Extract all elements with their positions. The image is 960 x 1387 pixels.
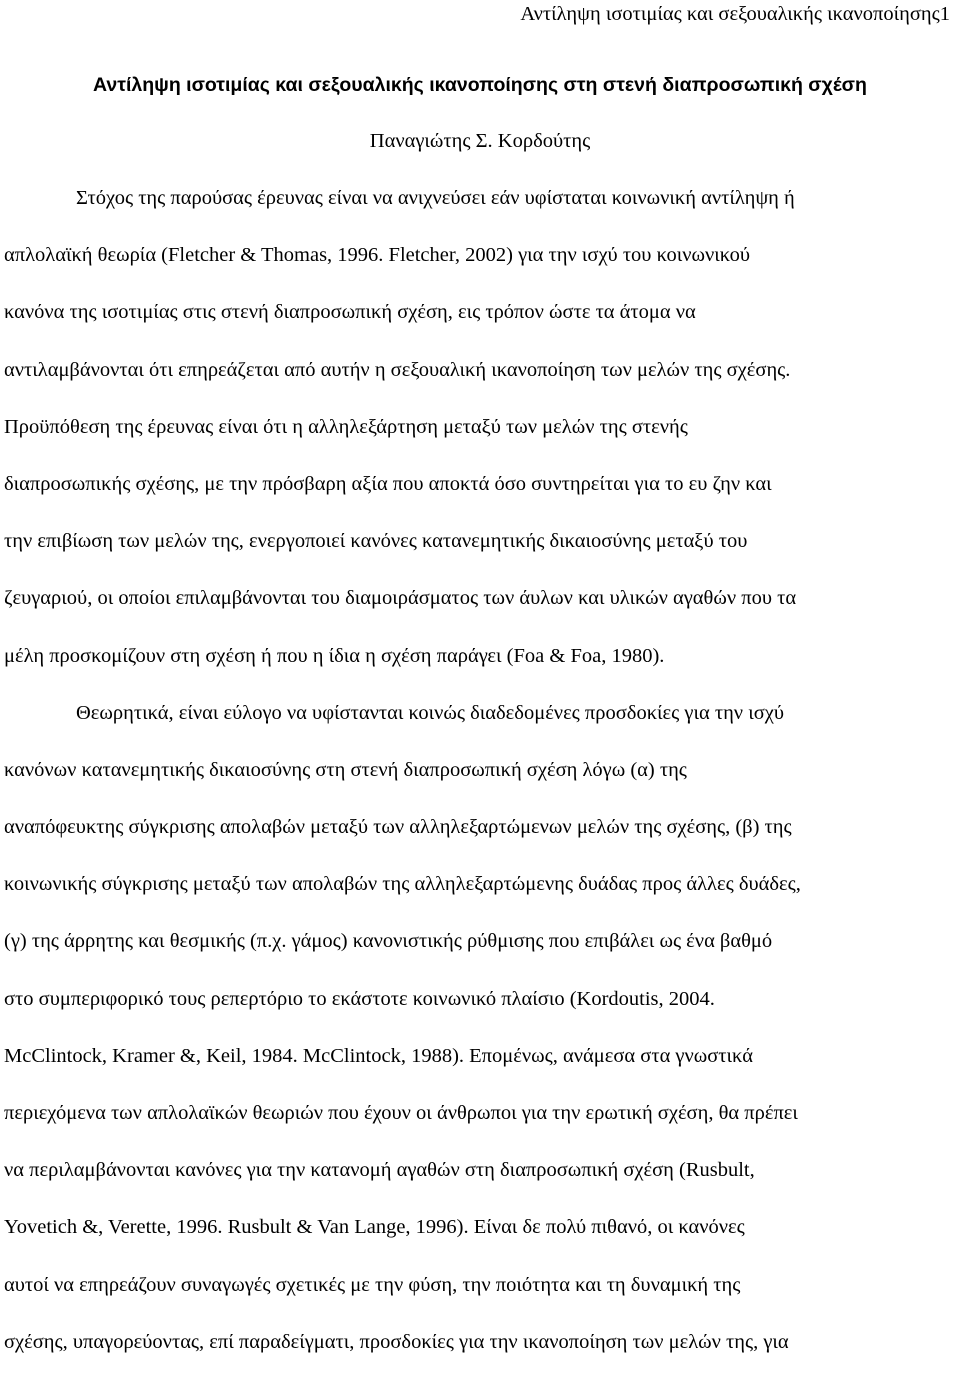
document-title: Αντίληψη ισοτιμίας και σεξουαλικής ικανοποίησης στη στενή διαπροσωπική σχέση bbox=[93, 74, 867, 96]
text-line: κανόνων κατανεμητικής δικαιοσύνης στη στενή διαπροσωπική σχέση λόγω (α) της bbox=[4, 758, 687, 781]
text-line: μέλη προσκομίζουν στη σχέση ή που η ίδια η σχέση παράγει (Foa & Foa, 1980). bbox=[4, 644, 665, 667]
text-line: αυτοί να επηρεάζουν συναγωγές σχετικές με την φύση, την ποιότητα και τη δυναμική της bbox=[4, 1273, 741, 1296]
text-line: σχέσης, υπαγορεύοντας, επί παραδείγματι, προσδοκίες για την ικανοποίηση των μελών της, για bbox=[4, 1330, 789, 1353]
text-line: Στόχος της παρούσας έρευνας είναι να ανιχνεύσει εάν υφίσταται κοινωνική αντίληψη ή bbox=[76, 187, 795, 209]
text-line: Θεωρητικά, είναι εύλογο να υφίστανται κοινώς διαδεδομένες προσδοκίες για την ισχύ bbox=[76, 701, 785, 724]
text-line: Yovetich &, Verette, 1996. Rusbult & Van Lange, 1996). Είναι δε πολύ πιθανό, οι κανόνες bbox=[4, 1216, 745, 1239]
text-line: Προϋπόθεση της έρευνας είναι ότι η αλληλεξάρτηση μεταξύ των μελών της στενής bbox=[4, 415, 688, 438]
text-line: κανόνα της ισοτιμίας στις στενή διαπροσωπική σχέση, εις τρόπον ώστε τα άτομα να bbox=[4, 301, 696, 324]
text-line: στο συμπεριφορικό τους ρεπερτόριο το εκάστοτε κοινωνικό πλαίσιο (Kordoutis, 2004. bbox=[4, 987, 715, 1010]
text-line: αναπόφευκτης σύγκρισης απολαβών μεταξύ των αλληλεξαρτώμενων μελών της σχέσης, (β) της bbox=[4, 816, 792, 839]
author-name: Παναγιώτης Σ. Κορδούτης bbox=[369, 130, 591, 152]
body-text bbox=[4, 186, 960, 1387]
text-line: περιεχόμενα των απλολαϊκών θεωριών που έχουν οι άνθρωποι για την ερωτική σχέση, θα πρέπει bbox=[4, 1102, 798, 1124]
text-line: (γ) της άρρητης και θεσμικής (π.χ. γάμος) κανονιστικής ρύθμισης που επιβάλει ως ένα βαθμό bbox=[4, 930, 773, 953]
text-line: κοινωνικής σύγκρισης μεταξύ των απολαβών της αλληλεξαρτώμενης δυάδας προς άλλες δυάδες, bbox=[4, 873, 801, 896]
text-line: διαπροσωπικής σχέσης, με την πρόσβαρη αξία που αποκτά όσο συντηρείται για το ευ ζην και bbox=[4, 472, 772, 495]
text-line: την επιβίωση των μελών της, ενεργοποιεί κανόνες κατανεμητικής δικαιοσύνης μεταξύ του bbox=[4, 530, 748, 553]
text-line: McClintock, Kramer &, Keil, 1984. McClintock, 1988). Επομένως, ανάμεσα στα γνωστικά bbox=[4, 1044, 753, 1067]
running-head: Αντίληψη ισοτιμίας και σεξουαλικής ικανοποίησης1 bbox=[520, 3, 950, 25]
text-line: απλολαϊκή θεωρία (Fletcher & Thomas, 1996. Fletcher, 2002) για την ισχύ του κοινωνικού bbox=[4, 244, 751, 267]
text-line: αντιλαμβάνονται ότι επηρεάζεται από αυτήν η σεξουαλική ικανοποίηση των μελών της σχέσης. bbox=[4, 358, 791, 381]
text-line: να περιλαμβάνονται κανόνες για την κατανομή αγαθών στη διαπροσωπική σχέση (Rusbult, bbox=[4, 1159, 755, 1182]
text-line: ζευγαριού, οι οποίοι επιλαμβάνονται του διαμοιράσματος των άυλων και υλικών αγαθών που τα bbox=[4, 587, 797, 610]
